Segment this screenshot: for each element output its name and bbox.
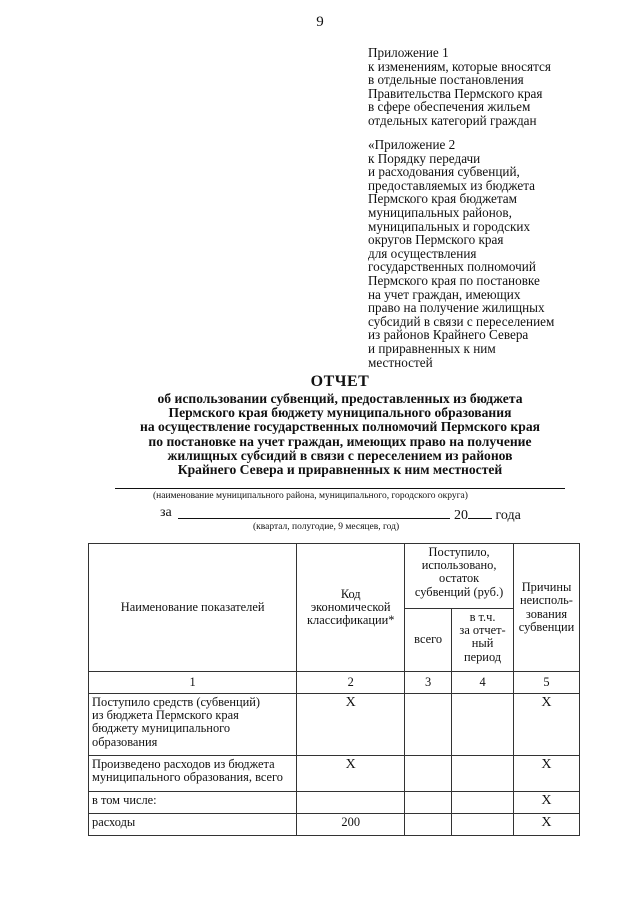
period-caption: (квартал, полугодие, 9 месяцев, год) (253, 522, 400, 532)
row-period-cell[interactable] (452, 694, 514, 756)
appendix-2-line: из районов Крайнего Севера (368, 327, 529, 343)
row-reason: X (513, 694, 579, 756)
appendix-2-line: Пермского края по постановке (368, 272, 540, 288)
report-table (88, 543, 580, 836)
appendix-2-line: и приравненных к ним (368, 340, 496, 356)
appendix-1-line: в отдельные постановления (368, 72, 524, 88)
row-period-cell[interactable] (452, 756, 514, 792)
row-total-cell[interactable] (405, 814, 452, 836)
table-row (89, 814, 580, 836)
appendix-1-line: Правительства Пермского края (368, 85, 543, 101)
year-field (454, 505, 521, 524)
appendix-1-line: Приложение 1 (368, 45, 449, 60)
row-reason: X (513, 756, 579, 792)
municipality-fill-line[interactable] (115, 488, 565, 489)
appendix-1-line: к изменениям, которые вносятся (368, 58, 551, 74)
row-reason: X (513, 814, 579, 836)
appendix-2-line: и расходования субвенций, (368, 164, 520, 180)
appendix-2-line: округов Пермского края (368, 232, 504, 248)
row-indicator-name: расходы (89, 814, 297, 836)
row-economic-code: 200 (297, 814, 405, 836)
row-total-cell[interactable] (405, 756, 452, 792)
row-period-cell[interactable] (452, 814, 514, 836)
header-reasons: Причины неисполь- зования субвенции (513, 544, 579, 672)
appendix-2-line: предоставляемых из бюджета (368, 177, 535, 193)
appendix-2-line: к Порядку передачи (368, 150, 481, 166)
header-economic-code: Код экономической классификации* (297, 544, 405, 672)
report-subtitle-line: на осуществление государственных полномочий Пермского края (140, 419, 540, 435)
report-subtitle (0, 392, 640, 477)
appendix-2-line: для осуществления (368, 245, 477, 261)
report-subtitle-line: по постановке на учет граждан, имеющих право на получение (148, 433, 532, 449)
column-number: 4 (452, 672, 514, 694)
row-total-cell[interactable] (405, 694, 452, 756)
table-row (89, 792, 580, 814)
row-total-cell[interactable] (405, 792, 452, 814)
appendix-2-line: Пермского края бюджетам (368, 191, 518, 207)
header-indicator-name: Наименование показателей (89, 544, 297, 672)
report-subtitle-line: Пермского края бюджету муниципального образования (168, 405, 512, 421)
column-number: 5 (513, 672, 579, 694)
row-reason: X (513, 792, 579, 814)
row-indicator-name: в том числе: (89, 792, 297, 814)
appendix-2-line: право на получение жилищных (368, 300, 545, 316)
header-reporting-period: в т.ч. за отчет- ный период (452, 609, 514, 672)
header-total: всего (405, 609, 452, 672)
appendix-2-line: государственных полномочий (368, 259, 536, 275)
year-fill-line[interactable] (468, 505, 492, 519)
municipality-caption: (наименование муниципального района, муниципального, городского округа) (153, 491, 468, 501)
report-subtitle-line: об использовании субвенций, предоставленных из бюджета (157, 391, 523, 406)
row-indicator-name: Поступило средств (субвенций) из бюджета Пермского края бюджету муниципального образования (89, 694, 297, 756)
row-economic-code: X (297, 694, 405, 756)
row-economic-code: X (297, 756, 405, 792)
row-period-cell[interactable] (452, 792, 514, 814)
period-prefix: за (160, 505, 172, 520)
appendix-2-line: муниципальных и городских (368, 218, 531, 234)
report-subtitle-line: Крайнего Севера и приравненных к ним местностей (177, 462, 503, 478)
appendix-2-line: субсидий в связи с переселением (368, 313, 555, 329)
table-row (89, 756, 580, 792)
appendix-2-block (368, 138, 608, 369)
report-title: ОТЧЕТ (310, 373, 370, 390)
year-prefix: 20 (454, 508, 468, 523)
column-number: 3 (405, 672, 452, 694)
header-received-group: Поступило, использовано, остаток субвенций (руб.) (405, 544, 514, 609)
year-suffix: года (495, 508, 521, 523)
row-indicator-name: Произведено расходов из бюджета муниципального образования, всего (89, 756, 297, 792)
period-fill-line[interactable] (178, 518, 450, 519)
appendix-1-line: в сфере обеспечения жильем (368, 99, 531, 115)
appendix-2-line: местностей (368, 354, 433, 370)
table-row (89, 694, 580, 756)
appendix-1-block (368, 46, 608, 128)
appendix-2-line: «Приложение 2 (368, 137, 456, 152)
page-number: 9 (316, 14, 324, 30)
report-subtitle-line: жилищных субсидий в связи с переселением из районов (167, 447, 513, 463)
row-economic-code (297, 792, 405, 814)
appendix-1-line: отдельных категорий граждан (368, 112, 537, 128)
appendix-2-line: на учет граждан, имеющих (368, 286, 521, 302)
appendix-2-line: муниципальных районов, (368, 204, 512, 220)
column-number: 1 (89, 672, 297, 694)
column-number: 2 (297, 672, 405, 694)
